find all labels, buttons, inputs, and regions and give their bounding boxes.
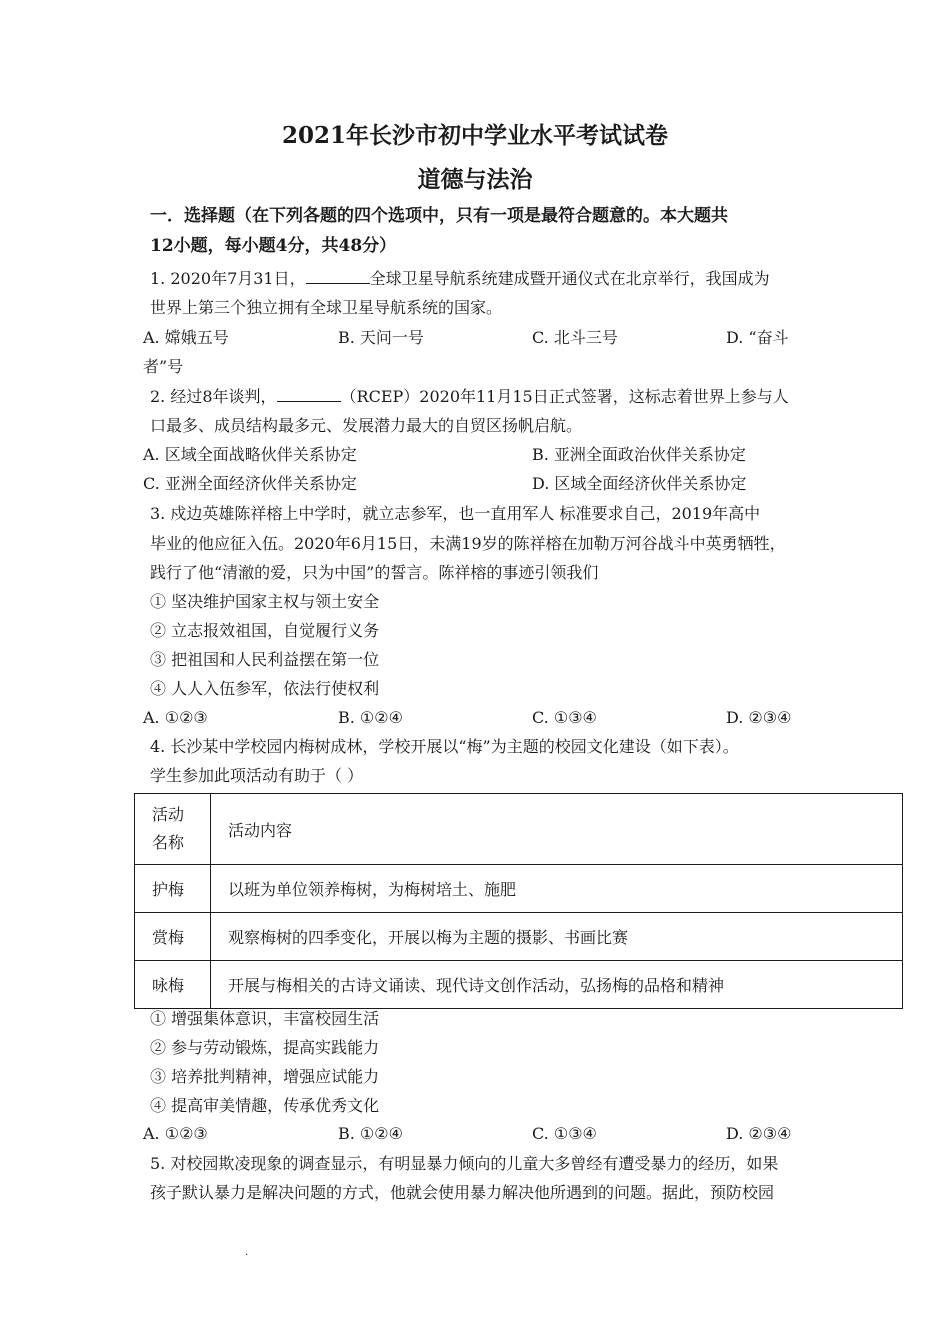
- section-heading-line2: 12小题，每小题4分，共48分）: [150, 236, 397, 256]
- q1-option-a: A. 嫦娥五号: [143, 328, 229, 347]
- q3-item-3: ③ 把祖国和人民利益摆在第一位: [150, 650, 380, 669]
- table-header-content: 活动内容: [211, 794, 903, 865]
- q5-line2: 孩子默认暴力是解决问题的方式，他就会使用暴力解决他所遇到的问题。据此，预防校园: [150, 1183, 775, 1202]
- table-cell-name: 护梅: [135, 865, 211, 913]
- q1-line1: [150, 268, 770, 290]
- subject-title: 道德与法治: [417, 166, 533, 193]
- table-header-row: [135, 794, 903, 865]
- table-header-name: [135, 794, 211, 865]
- q4-option-a: A. ①②③: [143, 1124, 208, 1143]
- q3-line3: 践行了他“清澈的爱，只为中国”的誓言。陈祥榕的事迹引领我们: [150, 563, 599, 582]
- q1-line2: 世界上第三个独立拥有全球卫星导航系统的国家。: [150, 298, 503, 317]
- table-cell-name: 赏梅: [135, 913, 211, 961]
- q3-line1: 3. 戍边英雄陈祥榕上中学时，就立志参军，也一直用军人 标准要求自己，2019年高中: [150, 504, 761, 523]
- q2-blank: [277, 387, 341, 402]
- q4-item-4: ④ 提高审美情趣，传承优秀文化: [150, 1096, 380, 1115]
- q2-option-c: C. 亚洲全面经济伙伴关系协定: [143, 474, 357, 493]
- q4-item-2: ② 参与劳动锻炼，提高实践能力: [150, 1038, 380, 1057]
- table-cell-content: 开展与梅相关的古诗文诵读、现代诗文创作活动，弘扬梅的品格和精神: [211, 961, 903, 1009]
- q2-line1-start: 2. 经过8年谈判，: [150, 387, 277, 406]
- table-header-name-line1: 活动: [152, 805, 185, 824]
- q3-item-4: ④ 人人入伍参军，依法行使权利: [150, 679, 380, 698]
- q3-item-2: ② 立志报效祖国，自觉履行义务: [150, 621, 380, 640]
- q5-line1: 5. 对校园欺凌现象的调查显示，有明显暴力倾向的儿童大多曾经有遭受暴力的经历，如果: [150, 1154, 779, 1173]
- q1-option-d: D. “奋斗: [726, 328, 789, 347]
- table-row: [135, 913, 903, 961]
- q4-line2: 学生参加此项活动有助于（ ）: [150, 766, 364, 785]
- q4-option-b: B. ①②④: [338, 1124, 403, 1143]
- q1-option-b: B. 天问一号: [338, 328, 424, 347]
- q1-line1-start: 1. 2020年7月31日，: [150, 269, 306, 288]
- q1-option-c: C. 北斗三号: [532, 328, 618, 347]
- exam-title: 2021年长沙市初中学业水平考试试卷: [281, 122, 668, 149]
- q4-item-3: ③ 培养批判精神，增强应试能力: [150, 1067, 380, 1086]
- activity-table: [134, 793, 903, 1009]
- q3-option-a: A. ①②③: [143, 708, 208, 727]
- table-cell-content: 以班为单位领养梅树，为梅树培土、施肥: [211, 865, 903, 913]
- q2-line1: [150, 386, 789, 408]
- q3-option-d: D. ②③④: [726, 708, 792, 727]
- q4-option-c: C. ①③④: [532, 1124, 597, 1143]
- table-cell-content: 观察梅树的四季变化，开展以梅为主题的摄影、书画比赛: [211, 913, 903, 961]
- q2-option-b: B. 亚洲全面政治伙伴关系协定: [532, 445, 746, 464]
- table-header-name-line2: 名称: [152, 833, 185, 852]
- q1-line1-end: 全球卫星导航系统建成暨开通仪式在北京举行，我国成为: [369, 269, 770, 288]
- table-row: [135, 961, 903, 1009]
- q3-item-1: ① 坚决维护国家主权与领土安全: [150, 592, 380, 611]
- q3-option-b: B. ①②④: [338, 708, 403, 727]
- table-cell-name: 咏梅: [135, 961, 211, 1009]
- footer-mark: .: [245, 1247, 249, 1258]
- q2-option-d: D. 区域全面经济伙伴关系协定: [532, 474, 747, 493]
- q4-item-1: ① 增强集体意识，丰富校园生活: [150, 1009, 380, 1028]
- q3-option-c: C. ①③④: [532, 708, 597, 727]
- q3-line2: 毕业的他应征入伍。2020年6月15日，未满19岁的陈祥榕在加勒万河谷战斗中英勇牺牲，: [150, 534, 786, 553]
- q4-line1: 4. 长沙某中学校园内梅树成林，学校开展以“梅”为主题的校园文化建设（如下表）。: [150, 737, 739, 756]
- q1-blank: [306, 269, 370, 284]
- q2-option-a: A. 区域全面战略伙伴关系协定: [143, 445, 357, 464]
- q4-option-d: D. ②③④: [726, 1124, 792, 1143]
- q2-line1-end: （RCEP）2020年11月15日正式签署，这标志着世界上参与人: [340, 387, 789, 406]
- table-row: [135, 865, 903, 913]
- q1-option-d-continued: 者”号: [143, 357, 184, 376]
- q2-line2: 口最多、成员结构最多元、发展潜力最大的自贸区扬帆启航。: [150, 416, 583, 435]
- section-heading-line1: 一．选择题（在下列各题的四个选项中，只有一项是最符合题意的。本大题共: [150, 206, 728, 226]
